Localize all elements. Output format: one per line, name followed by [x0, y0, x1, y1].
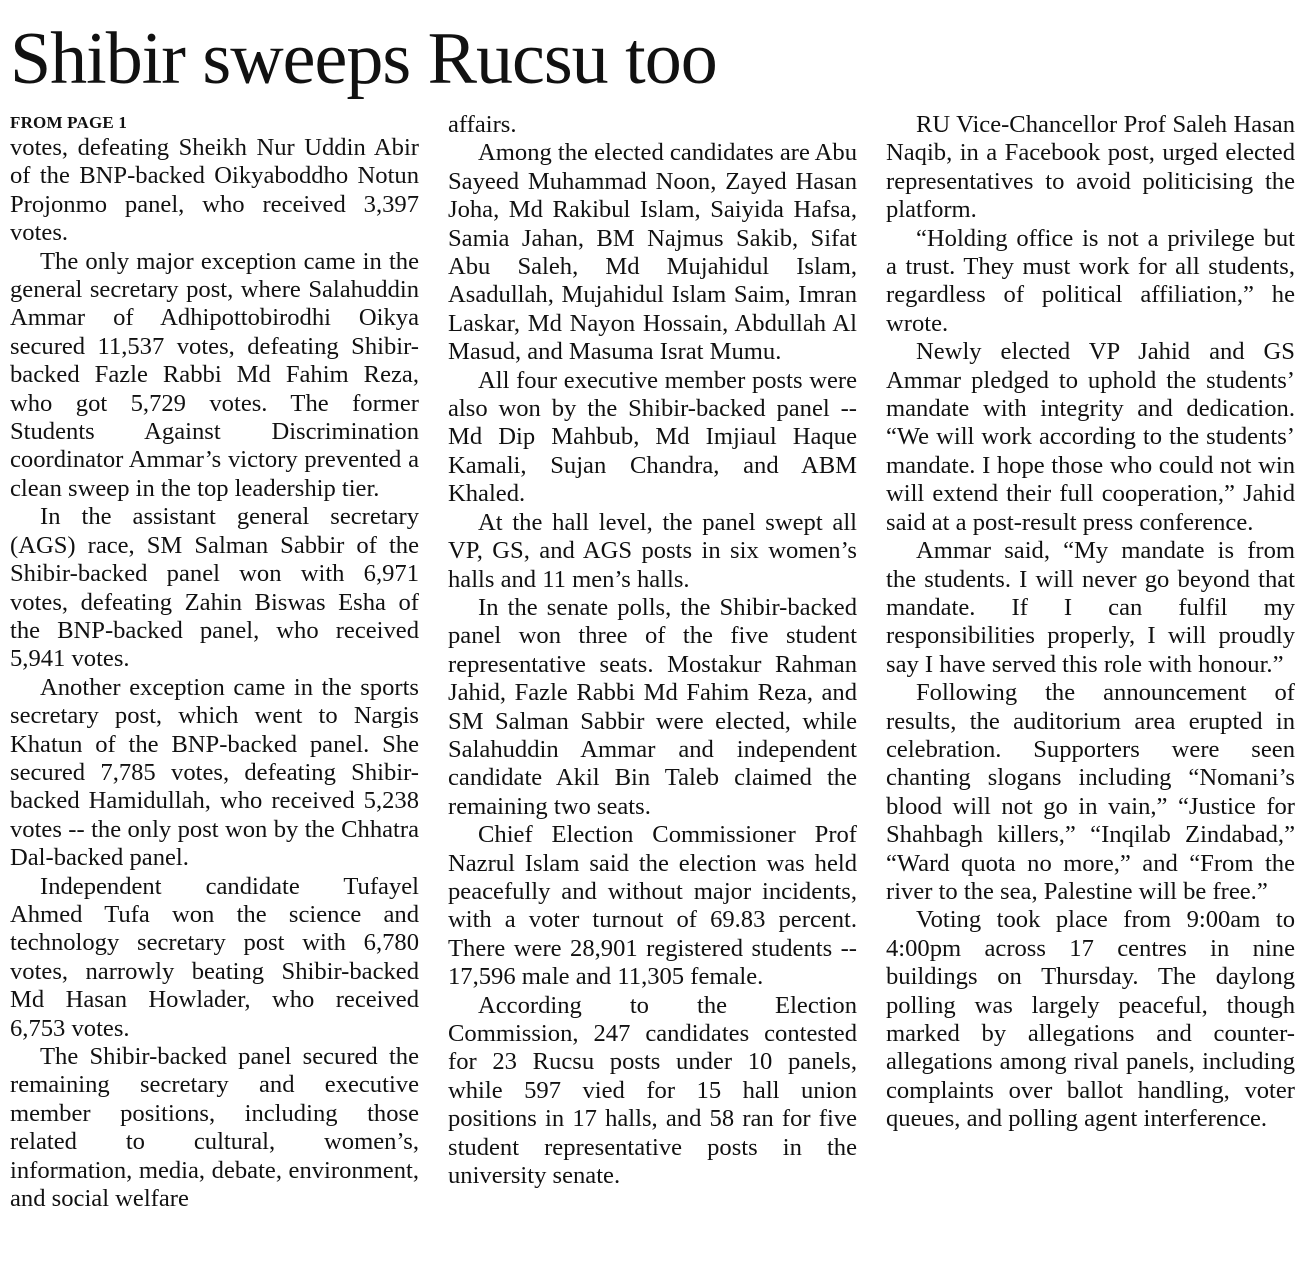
paragraph: votes, defeating Sheikh Nur Uddin Abir of the BNP-backed Oikyaboddho Notun Projonmo panel, who received 3,397 votes. — [10, 134, 419, 247]
article-column-2 — [448, 111, 857, 1190]
paragraph: Newly elected VP Jahid and GS Ammar pledged to uphold the students’ mandate with integrity and dedication. “We will work according to the students’ mandate. I hope those who could not win will extend their full cooperation,” Jahid said at a post-result press conference. — [886, 338, 1295, 536]
paragraph: All four executive member posts were also won by the Shibir-backed panel -- Md Dip Mahbub, Md Imjiaul Haque Kamali, Sujan Chandra, and ABM Khaled. — [448, 366, 857, 508]
paragraph: According to the Election Commission, 247 candidates contested for 23 Rucsu posts under 10 panels, while 597 vied for 15 hall union positions in 17 halls, and 58 ran for five student representative posts in the university senate. — [448, 991, 857, 1190]
paragraph: Following the announcement of results, the auditorium area erupted in celebration. Supporters were seen chanting slogans including “Nomani’s blood will not go in vain,” “Justice for Shahbagh killers,” “Inqilab Zindabad,” “Ward quota no more,” and “From the river to the sea, Palestine will be free.” — [886, 679, 1295, 905]
article-column-3 — [886, 111, 1295, 1134]
headline: Shibir sweeps Rucsu too — [10, 18, 717, 100]
paragraph: Ammar said, “My mandate is from the students. I will never go beyond that mandate. If I can fulfil my responsibilities properly, I will proudly say I have served this role with honour.” — [886, 537, 1295, 678]
paragraph: “Holding office is not a privilege but a trust. They must work for all students, regardless of political affiliation,” he wrote. — [886, 224, 1295, 337]
article-column-1 — [10, 111, 419, 1213]
kicker: FROM PAGE 1 — [10, 113, 128, 132]
paragraph: Chief Election Commissioner Prof Nazrul Islam said the election was held peacefully and without major incidents, with a voter turnout of 69.83 percent. There were 28,901 registered students -- 17,596 male and 11,305 female. — [448, 821, 857, 991]
paragraph: The Shibir-backed panel secured the remaining secretary and executive member positions, including those related to cultural, women’s, information, media, debate, environment, and social welfare — [10, 1043, 419, 1213]
paragraph: Another exception came in the sports secretary post, which went to Nargis Khatun of the BNP-backed panel. She secured 7,785 votes, defeating Shibir-backed Hamidullah, who received 5,238 votes -- the only post won by the Chhatra Dal-backed panel. — [10, 673, 419, 872]
paragraph: affairs. — [448, 111, 517, 138]
paragraph: Voting took place from 9:00am to 4:00pm across 17 centres in nine buildings on Thursday. The daylong polling was largely peaceful, though marked by allegations and counter-allegations among rival panels, including complaints over ballot handling, voter queues, and polling agent interference. — [886, 906, 1295, 1133]
paragraph: The only major exception came in the general secretary post, where Salahuddin Ammar of Adhipottobirodhi Oikya secured 11,537 votes, defeating Shibir-backed Fazle Rabbi Md Fahim Reza, who got 5,729 votes. The former Students Against Discrimination coordinator Ammar’s victory prevented a clean sweep in the top leadership tier. — [10, 247, 419, 502]
paragraph: At the hall level, the panel swept all VP, GS, and AGS posts in six women’s halls and 11 men’s halls. — [448, 508, 857, 593]
paragraph: In the senate polls, the Shibir-backed panel won three of the five student representative seats. Mostakur Rahman Jahid, Fazle Rabbi Md Fahim Reza, and SM Salman Sabbir were elected, while Salahuddin Ammar and independent candidate Akil Bin Taleb claimed the remaining two seats. — [448, 593, 857, 820]
paragraph: Independent candidate Tufayel Ahmed Tufa won the science and technology secretary post with 6,780 votes, narrowly beating Shibir-backed Md Hasan Howlader, who received 6,753 votes. — [10, 872, 419, 1042]
paragraph: Among the elected candidates are Abu Sayeed Muhammad Noon, Zayed Hasan Joha, Md Rakibul Islam, Saiyida Hafsa, Samia Jahan, BM Najmus Sakib, Sifat Abu Saleh, Md Mujahidul Islam, Asadullah, Mujahidul Islam Saim, Imran Laskar, Md Nayon Hossain, Abdullah Al Masud, and Masuma Israt Mumu. — [448, 139, 858, 366]
paragraph: In the assistant general secretary (AGS) race, SM Salman Sabbir of the Shibir-backed panel won with 6,971 votes, defeating Zahin Biswas Esha of the BNP-backed panel, who received 5,941 votes. — [10, 503, 419, 673]
paragraph: RU Vice-Chancellor Prof Saleh Hasan Naqib, in a Facebook post, urged elected representatives to avoid politicising the platform. — [886, 111, 1295, 224]
